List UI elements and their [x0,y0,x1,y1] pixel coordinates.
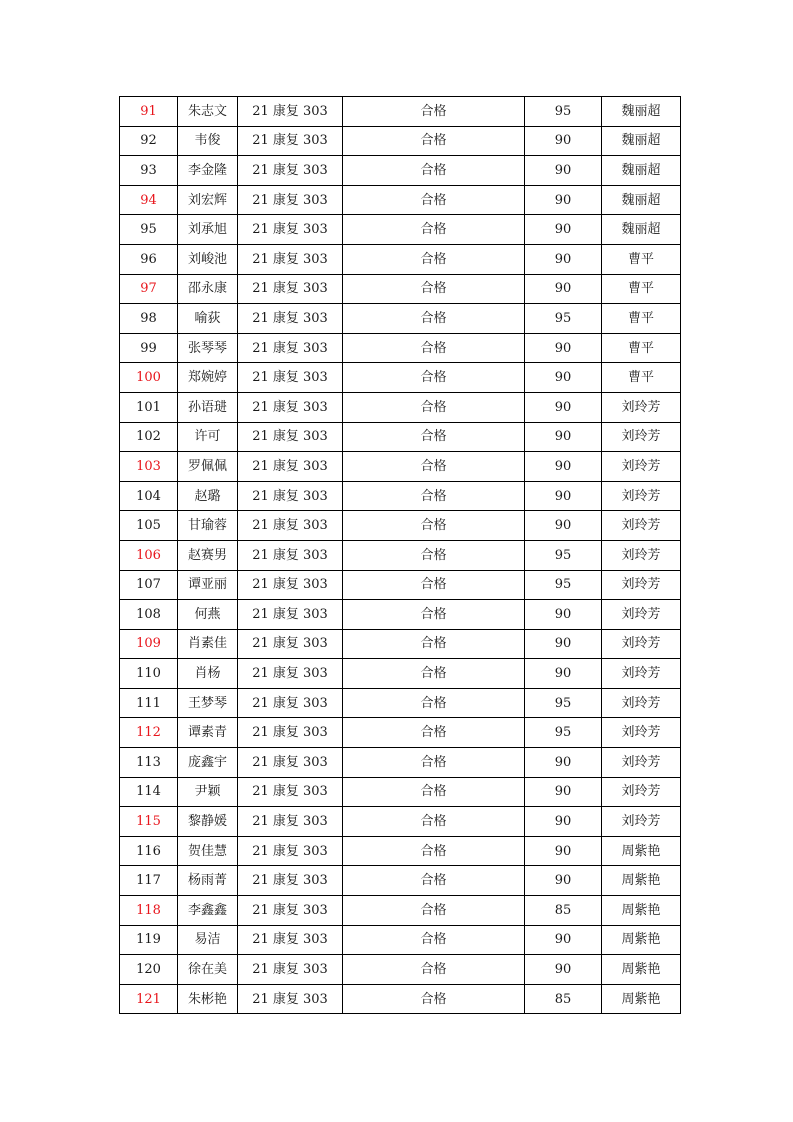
student-name-cell: 徐在美 [178,955,238,985]
table-row [120,777,681,807]
score-cell: 90 [525,659,602,689]
student-name-cell: 庞鑫宇 [178,748,238,778]
result-cell: 合格 [343,126,525,156]
teacher-cell: 曹平 [602,333,681,363]
row-number-cell: 104 [120,481,178,511]
student-name-cell: 李金隆 [178,156,238,186]
row-number-cell: 109 [120,629,178,659]
result-cell: 合格 [343,511,525,541]
score-cell: 90 [525,185,602,215]
teacher-cell: 刘玲芳 [602,629,681,659]
result-cell: 合格 [343,304,525,334]
row-number-cell: 120 [120,955,178,985]
class-cell: 21 康复 303 [238,748,343,778]
class-cell: 21 康复 303 [238,896,343,926]
teacher-cell: 曹平 [602,363,681,393]
row-number-cell: 115 [120,807,178,837]
class-cell: 21 康复 303 [238,629,343,659]
score-cell: 90 [525,600,602,630]
teacher-cell: 周紫艳 [602,955,681,985]
score-cell: 95 [525,718,602,748]
class-cell: 21 康复 303 [238,126,343,156]
student-name-cell: 韦俊 [178,126,238,156]
class-cell: 21 康复 303 [238,688,343,718]
student-name-cell: 杨雨菁 [178,866,238,896]
table-row [120,748,681,778]
score-cell: 90 [525,836,602,866]
student-name-cell: 赵赛男 [178,540,238,570]
teacher-cell: 周紫艳 [602,925,681,955]
row-number-cell: 102 [120,422,178,452]
table-row [120,156,681,186]
table-row [120,244,681,274]
table-row [120,570,681,600]
result-cell: 合格 [343,718,525,748]
table-row [120,540,681,570]
teacher-cell: 刘玲芳 [602,777,681,807]
score-cell: 90 [525,333,602,363]
row-number-cell: 99 [120,333,178,363]
row-number-cell: 101 [120,392,178,422]
table-row [120,866,681,896]
result-cell: 合格 [343,659,525,689]
class-cell: 21 康复 303 [238,836,343,866]
student-name-cell: 谭素青 [178,718,238,748]
class-cell: 21 康复 303 [238,511,343,541]
teacher-cell: 周紫艳 [602,836,681,866]
result-cell: 合格 [343,97,525,127]
table-row [120,955,681,985]
score-cell: 95 [525,304,602,334]
result-cell: 合格 [343,422,525,452]
row-number-cell: 118 [120,896,178,926]
result-cell: 合格 [343,866,525,896]
row-number-cell: 98 [120,304,178,334]
class-cell: 21 康复 303 [238,807,343,837]
roster-body [120,97,681,1014]
teacher-cell: 曹平 [602,244,681,274]
class-cell: 21 康复 303 [238,422,343,452]
teacher-cell: 刘玲芳 [602,452,681,482]
row-number-cell: 107 [120,570,178,600]
teacher-cell: 魏丽超 [602,156,681,186]
result-cell: 合格 [343,156,525,186]
result-cell: 合格 [343,955,525,985]
table-row [120,363,681,393]
result-cell: 合格 [343,984,525,1014]
table-row [120,984,681,1014]
table-row [120,97,681,127]
class-cell: 21 康复 303 [238,452,343,482]
class-cell: 21 康复 303 [238,866,343,896]
student-name-cell: 肖杨 [178,659,238,689]
row-number-cell: 113 [120,748,178,778]
table-row [120,511,681,541]
row-number-cell: 110 [120,659,178,689]
score-cell: 90 [525,452,602,482]
score-cell: 90 [525,274,602,304]
row-number-cell: 94 [120,185,178,215]
teacher-cell: 周紫艳 [602,866,681,896]
class-cell: 21 康复 303 [238,718,343,748]
result-cell: 合格 [343,896,525,926]
student-name-cell: 尹颖 [178,777,238,807]
class-cell: 21 康复 303 [238,481,343,511]
student-name-cell: 许可 [178,422,238,452]
score-cell: 90 [525,866,602,896]
table-row [120,688,681,718]
student-name-cell: 谭亚丽 [178,570,238,600]
score-cell: 90 [525,955,602,985]
student-name-cell: 孙语琎 [178,392,238,422]
row-number-cell: 91 [120,97,178,127]
table-row [120,392,681,422]
row-number-cell: 93 [120,156,178,186]
student-name-cell: 甘瑜蓉 [178,511,238,541]
result-cell: 合格 [343,274,525,304]
row-number-cell: 114 [120,777,178,807]
teacher-cell: 周紫艳 [602,984,681,1014]
table-row [120,333,681,363]
table-row [120,126,681,156]
student-name-cell: 刘峻池 [178,244,238,274]
student-name-cell: 肖素佳 [178,629,238,659]
row-number-cell: 105 [120,511,178,541]
table-row [120,807,681,837]
student-name-cell: 郑婉婷 [178,363,238,393]
table-row [120,304,681,334]
student-roster-table [119,96,681,1014]
row-number-cell: 95 [120,215,178,245]
score-cell: 90 [525,777,602,807]
row-number-cell: 106 [120,540,178,570]
table-row [120,481,681,511]
row-number-cell: 96 [120,244,178,274]
student-name-cell: 何燕 [178,600,238,630]
class-cell: 21 康复 303 [238,304,343,334]
score-cell: 95 [525,570,602,600]
result-cell: 合格 [343,540,525,570]
result-cell: 合格 [343,688,525,718]
teacher-cell: 魏丽超 [602,215,681,245]
result-cell: 合格 [343,244,525,274]
student-name-cell: 贺佳慧 [178,836,238,866]
score-cell: 90 [525,363,602,393]
teacher-cell: 刘玲芳 [602,540,681,570]
score-cell: 90 [525,392,602,422]
table-row [120,659,681,689]
class-cell: 21 康复 303 [238,600,343,630]
result-cell: 合格 [343,748,525,778]
student-name-cell: 朱志文 [178,97,238,127]
row-number-cell: 97 [120,274,178,304]
result-cell: 合格 [343,481,525,511]
teacher-cell: 魏丽超 [602,126,681,156]
score-cell: 90 [525,807,602,837]
table-row [120,274,681,304]
class-cell: 21 康复 303 [238,540,343,570]
class-cell: 21 康复 303 [238,925,343,955]
class-cell: 21 康复 303 [238,659,343,689]
teacher-cell: 曹平 [602,304,681,334]
student-name-cell: 赵璐 [178,481,238,511]
result-cell: 合格 [343,807,525,837]
table-row [120,836,681,866]
class-cell: 21 康复 303 [238,244,343,274]
student-name-cell: 张琴琴 [178,333,238,363]
class-cell: 21 康复 303 [238,363,343,393]
score-cell: 90 [525,215,602,245]
score-cell: 90 [525,748,602,778]
student-name-cell: 喻荻 [178,304,238,334]
teacher-cell: 刘玲芳 [602,511,681,541]
class-cell: 21 康复 303 [238,392,343,422]
class-cell: 21 康复 303 [238,777,343,807]
score-cell: 85 [525,896,602,926]
score-cell: 90 [525,925,602,955]
class-cell: 21 康复 303 [238,97,343,127]
student-name-cell: 邵永康 [178,274,238,304]
teacher-cell: 刘玲芳 [602,718,681,748]
score-cell: 90 [525,629,602,659]
teacher-cell: 刘玲芳 [602,570,681,600]
class-cell: 21 康复 303 [238,274,343,304]
score-cell: 90 [525,244,602,274]
score-cell: 90 [525,126,602,156]
score-cell: 95 [525,688,602,718]
class-cell: 21 康复 303 [238,984,343,1014]
score-cell: 90 [525,511,602,541]
result-cell: 合格 [343,363,525,393]
teacher-cell: 刘玲芳 [602,392,681,422]
result-cell: 合格 [343,836,525,866]
teacher-cell: 周紫艳 [602,896,681,926]
student-name-cell: 黎静媛 [178,807,238,837]
row-number-cell: 111 [120,688,178,718]
score-cell: 95 [525,540,602,570]
teacher-cell: 刘玲芳 [602,481,681,511]
score-cell: 95 [525,97,602,127]
teacher-cell: 刘玲芳 [602,807,681,837]
teacher-cell: 刘玲芳 [602,600,681,630]
row-number-cell: 103 [120,452,178,482]
student-name-cell: 易洁 [178,925,238,955]
class-cell: 21 康复 303 [238,955,343,985]
row-number-cell: 119 [120,925,178,955]
row-number-cell: 112 [120,718,178,748]
score-cell: 90 [525,422,602,452]
teacher-cell: 曹平 [602,274,681,304]
student-name-cell: 朱彬艳 [178,984,238,1014]
teacher-cell: 魏丽超 [602,97,681,127]
class-cell: 21 康复 303 [238,570,343,600]
row-number-cell: 108 [120,600,178,630]
class-cell: 21 康复 303 [238,156,343,186]
result-cell: 合格 [343,629,525,659]
class-cell: 21 康复 303 [238,333,343,363]
table-row [120,600,681,630]
result-cell: 合格 [343,333,525,363]
class-cell: 21 康复 303 [238,185,343,215]
result-cell: 合格 [343,925,525,955]
row-number-cell: 121 [120,984,178,1014]
table-row [120,452,681,482]
teacher-cell: 刘玲芳 [602,688,681,718]
result-cell: 合格 [343,215,525,245]
row-number-cell: 92 [120,126,178,156]
student-name-cell: 刘承旭 [178,215,238,245]
row-number-cell: 100 [120,363,178,393]
table-row [120,629,681,659]
score-cell: 90 [525,481,602,511]
row-number-cell: 116 [120,836,178,866]
table-row [120,185,681,215]
table-row [120,215,681,245]
table-row [120,925,681,955]
table-row [120,422,681,452]
result-cell: 合格 [343,570,525,600]
teacher-cell: 刘玲芳 [602,422,681,452]
student-name-cell: 王梦琴 [178,688,238,718]
teacher-cell: 刘玲芳 [602,659,681,689]
result-cell: 合格 [343,185,525,215]
row-number-cell: 117 [120,866,178,896]
result-cell: 合格 [343,392,525,422]
student-name-cell: 李鑫鑫 [178,896,238,926]
score-cell: 85 [525,984,602,1014]
class-cell: 21 康复 303 [238,215,343,245]
result-cell: 合格 [343,452,525,482]
table-row [120,896,681,926]
student-name-cell: 刘宏辉 [178,185,238,215]
teacher-cell: 刘玲芳 [602,748,681,778]
student-name-cell: 罗佩佩 [178,452,238,482]
teacher-cell: 魏丽超 [602,185,681,215]
result-cell: 合格 [343,600,525,630]
score-cell: 90 [525,156,602,186]
result-cell: 合格 [343,777,525,807]
table-row [120,718,681,748]
